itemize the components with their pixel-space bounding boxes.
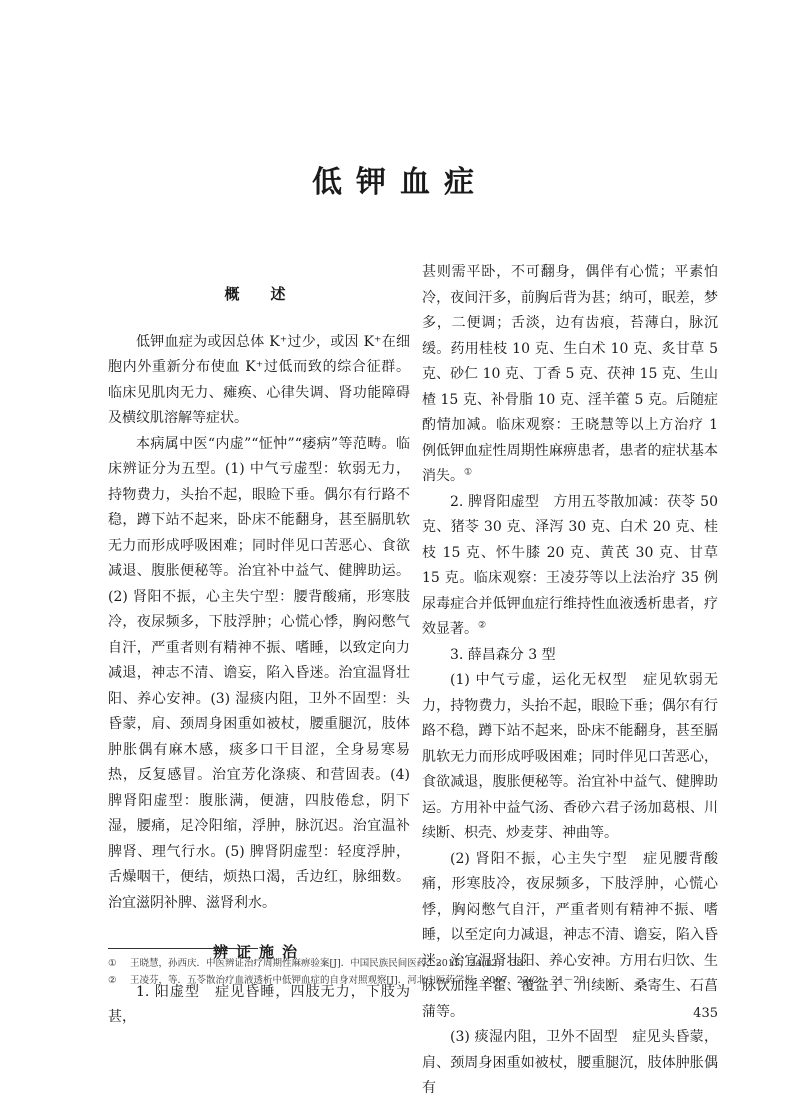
paragraph-yang-deficiency-cont [422, 260, 718, 490]
paragraph-xue-changsen: 3. 薛昌森分 3 型 [450, 646, 556, 663]
page-title: 低钾血症 [312, 165, 488, 200]
paragraph-spleen-kidney [422, 490, 718, 643]
footnotes [108, 955, 728, 989]
paragraph-text: 甚则需平卧，不可翻身，偶伴有心慌；平素怕冷，夜间汗多，前胸后背为甚；纳可，眠差，梦多，二便调；舌淡，边有齿痕，苔薄白，脉沉缓。药用桂枝 10 克、生白术 10 克、炙甘草 5 克、砂仁 10 克、丁香 5 克、茯神 15 克、生山楂 15 克、补骨脂 10 克、淫羊藿 5 克。后随症酌情加减。临床观察：王晓慧等以上方治疗 1 例低钾血症性周期性麻痹患者，患者的症状基本消失。 [422, 264, 718, 484]
footnote-1 [108, 955, 728, 972]
footnote-ref-1[interactable]: ① [464, 467, 473, 478]
paragraph-type-2: (2) 肾阳不振，心主失宁型 症见腰背酸痛，形寒肢冷，夜尿频多，下肢浮肿，心慌心悸，胸闷憋气自汗，严重者则有精神不振、嗜睡，以至定向力减退，神志不清、谵妄，陷入昏迷。治宜温肾壮阳、养心安神。方用右归饮、生脉饮加淫羊藿、覆盆子、川续断、桑寄生、石菖蒲等。 [422, 850, 718, 1020]
footnote-divider [108, 948, 258, 949]
footnote-2 [108, 972, 728, 989]
footnote-mark: ② [108, 975, 117, 986]
footnote-mark: ① [108, 958, 117, 969]
left-column [108, 282, 410, 1031]
paragraph-tcm-types: 本病属中医“内虚”“怔忡”“痿病”等范畴。临床辨证分为五型。(1) 中气亏虚型：软弱无力，持物费力，头抬不起，眼睑下垂。偶尔有行路不稳，蹲下站不起来，卧床不能翻身，甚至膈肌软无力而形成呼吸困难；同时伴见口苦恶心、食欲减退、腹胀便秘等。治宜补中益气、健脾助运。(2) 肾阳不振，心主失宁型：腰背酸痛，形寒肢冷，夜尿频多，下肢浮肿；心慌心悸，胸闷憋气自汗，严重者则有精神不振、嗜睡，以致定向力减退，神志不清、谵妄，陷入昏迷。治宜温肾壮阳、养心安神。(3) 湿痰内阻，卫外不固型：头昏蒙，肩、颈周身困重如被杖，腰重腿沉，肢体肿胀偶有麻木感，痰多口干目涩，全身易寒易热，反复感冒。治宜芳化涤痰、和营固表。(4) 脾肾阳虚型：腹胀满，便溏，四肢倦怠，阴下湿，腰痛，足冷阳缩，浮肿，脉沉迟。治宜温补脾肾、理气行水。(5) 脾肾阴虚型：轻度浮肿，舌燥咽干，便结，烦热口渴，舌边红，脉细数。治宜滋阴补脾、滋肾利水。 [108, 435, 410, 911]
paragraph-type-3: (3) 痰湿内阻，卫外不固型 症见头昏蒙，肩、颈周身困重如被杖，腰重腿沉，肢体肿胀偶有 [422, 1029, 718, 1096]
footnote-text: 王晓慧，孙西庆．中医辨证治疗周期性麻痹验案[J]．中国民族民间医药，2015，24(12)：38. [130, 958, 526, 969]
page-number: 435 [693, 1006, 718, 1021]
paragraph-definition: 低钾血症为或因总体 K⁺过少，或因 K⁺在细胞内外重新分布使血 K⁺过低而致的综合征群。临床见肌肉无力、瘫痪、心律失调、肾功能障碍及横纹肌溶解等症状。 [108, 333, 410, 426]
spacer [108, 308, 410, 330]
footnote-ref-2[interactable]: ② [478, 620, 487, 631]
paragraph-yang-deficiency: 1. 阳虚型 症见昏睡，四肢无力，下肢为甚， [108, 983, 410, 1025]
footnote-text: 王凌芬，等．五苓散治疗血液透析中低钾血症的自身对照观察[J]．河北中医药学报，2007，22(2)：21－22. [130, 975, 589, 986]
section-heading-treatment: 辨证施治 [212, 943, 305, 961]
paragraph-type-1: (1) 中气亏虚，运化无权型 症见软弱无力，持物费力，头抬不起，眼睑下垂；偶尔有行路不稳，蹲下站不起来，卧床不能翻身，甚至膈肌软无力而形成呼吸困难；同时伴见口苦恶心，食欲减退，腹胀便秘等。治宜补中益气、健脾助运。方用补中益气汤、香砂六君子汤加葛根、川续断、枳壳、炒麦芽、神曲等。 [422, 672, 718, 841]
section-heading-overview: 概 述 [224, 285, 294, 303]
spacer [108, 916, 410, 940]
paragraph-text: 2. 脾肾阳虚型 方用五苓散加减：茯苓 50 克、猪苓 30 克、泽泻 30 克、白术 20 克、桂枝 15 克、怀牛膝 20 克、黄芪 30 克、甘草 15 克。临床观察：王凌芬等以上法治疗 35 例尿毒症合并低钾血症行维持性血液透析患者，疗效显著。 [422, 493, 718, 637]
